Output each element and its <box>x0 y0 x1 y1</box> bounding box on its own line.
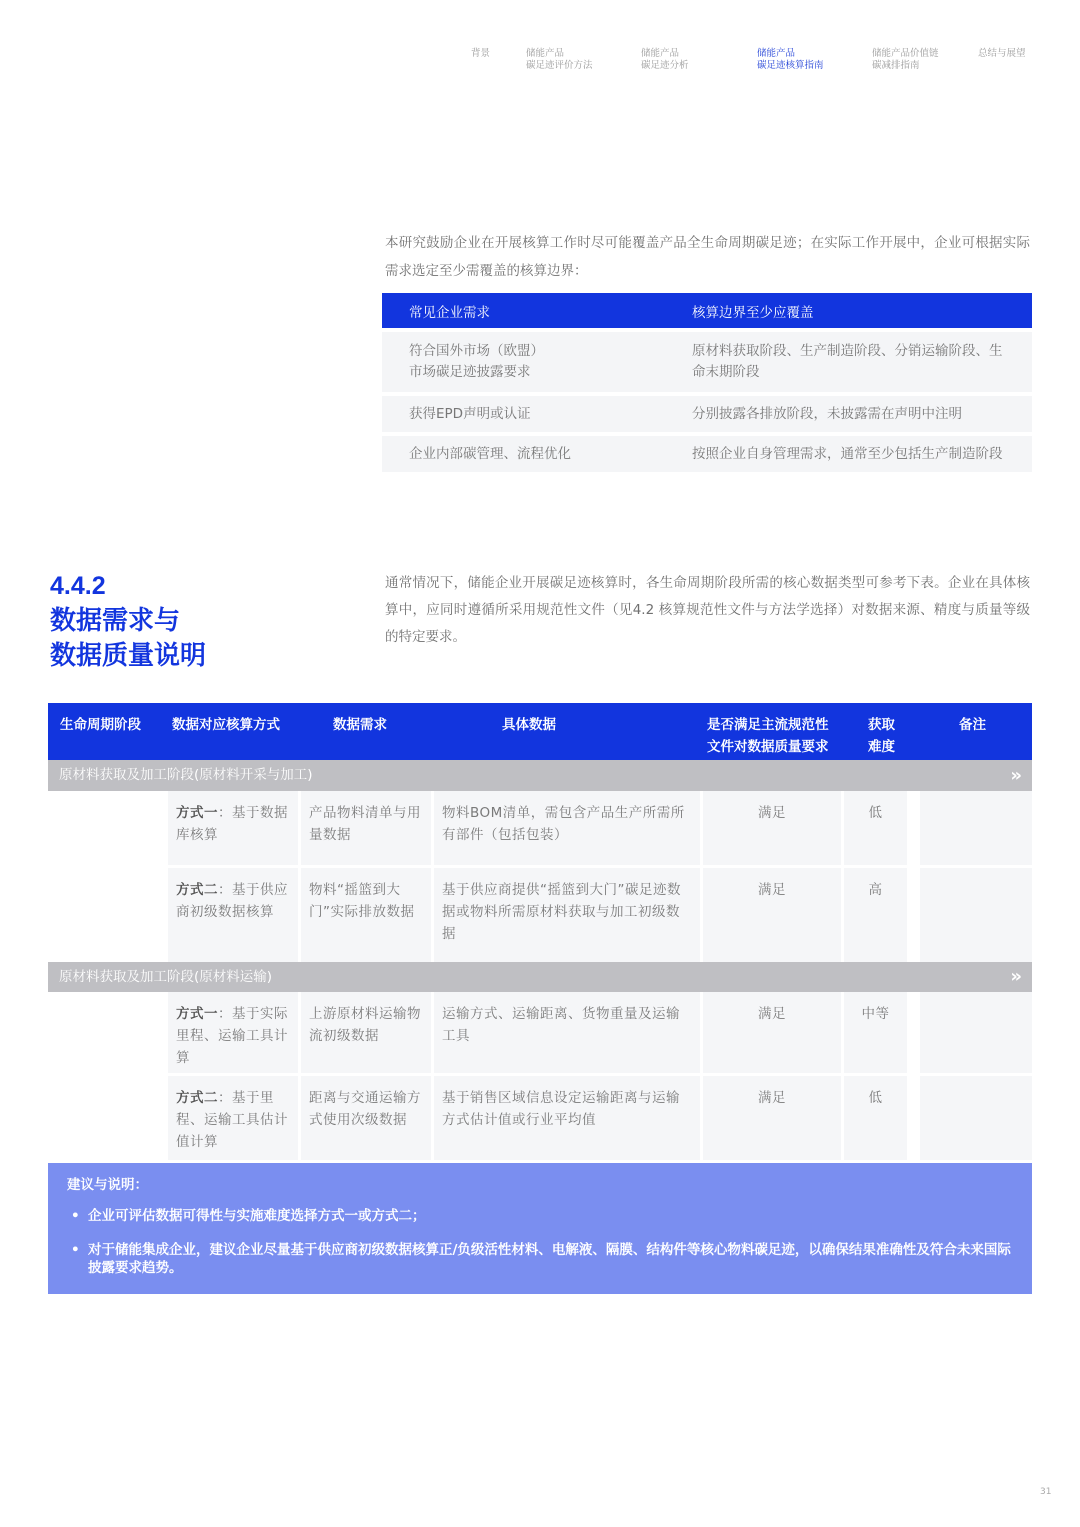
need-cell: 上游原材料运输物流初级数据 <box>301 992 431 1073</box>
column-header: 数据对应核算方式 <box>172 717 280 733</box>
nav-item-analysis[interactable]: 储能产品 碳足迹分析 <box>641 48 689 71</box>
need-cell: 物料“摇篮到大门”实际排放数据 <box>301 868 431 962</box>
detail-cell: 基于销售区域信息设定运输距离与运输方式估计值或行业平均值 <box>434 1076 700 1160</box>
method-cell <box>168 992 298 1073</box>
table-row <box>48 1076 1032 1160</box>
nav-item-summary[interactable]: 总结与展望 <box>978 48 1026 59</box>
list-item-text: 对于储能集成企业，建议企业尽量基于供应商初级数据核算正/负级活性材料、电解液、隔膜、结构件等核心物料碳足迹，以确保结果准确性及符合未来国际披露要求趋势。 <box>88 1242 1011 1276</box>
column-header: 获取 难度 <box>868 717 895 755</box>
meets-cell: 满足 <box>703 1076 841 1160</box>
stage-row <box>48 760 1032 791</box>
nav-item-accounting-guide[interactable]: 储能产品 碳足迹核算指南 <box>757 48 824 71</box>
section-number: 4.4.2 <box>50 572 106 600</box>
nav-item-value-chain[interactable]: 储能产品价值链 碳减排指南 <box>872 48 939 71</box>
meets-cell: 满足 <box>703 868 841 962</box>
note-cell <box>920 992 1032 1073</box>
list-item-text: 企业可评估数据可得性与实施难度选择方式一或方式二； <box>88 1208 426 1224</box>
table-row <box>382 330 1032 394</box>
meets-cell: 满足 <box>703 791 841 865</box>
column-header: 备注 <box>959 717 986 733</box>
double-chevron-right-icon[interactable]: » <box>1010 765 1022 786</box>
stage-row <box>48 962 1032 992</box>
table-row <box>48 791 1032 868</box>
nav-item-background[interactable]: 背景 <box>471 48 491 59</box>
method-cell <box>168 868 298 962</box>
column-header: 生命周期阶段 <box>60 717 141 733</box>
difficulty-cell: 低 <box>844 791 907 865</box>
table-row <box>48 868 1032 962</box>
list-item <box>71 1207 1011 1225</box>
section-title: 数据需求与 数据质量说明 <box>50 606 207 671</box>
method-label: 方式一 <box>176 1006 218 1022</box>
difficulty-cell: 低 <box>844 1076 907 1160</box>
column-header: 核算边界至少应覆盖 <box>665 293 1032 330</box>
boundary-table-header <box>382 293 1032 330</box>
boundary-table <box>382 293 1032 472</box>
need-cell: 产品物料清单与用量数据 <box>301 791 431 865</box>
difficulty-cell: 高 <box>844 868 907 962</box>
column-header: 常见企业需求 <box>382 293 665 330</box>
column-header: 是否满足主流规范性 文件对数据质量要求 <box>707 717 829 755</box>
method-text: ：基于供应商初级数据核算 <box>176 882 288 920</box>
table-cell: 原材料获取阶段、生产制造阶段、分销运输阶段、生命末期阶段 <box>665 330 1032 394</box>
detail-cell: 运输方式、运输距离、货物重量及运输工具 <box>434 992 700 1073</box>
method-text: ：基于里程、运输工具估计值计算 <box>176 1090 288 1150</box>
table-row <box>48 992 1032 1076</box>
top-navigation <box>0 48 1080 78</box>
note-cell <box>920 791 1032 865</box>
bullet-icon: • <box>71 1208 80 1224</box>
note-cell <box>920 868 1032 962</box>
double-chevron-right-icon[interactable]: » <box>1010 966 1022 987</box>
column-header: 具体数据 <box>502 717 556 733</box>
bullet-icon: • <box>71 1242 80 1258</box>
detail-cell: 基于供应商提供“摇篮到大门”碳足迹数据或物料所需原材料获取与加工初级数据 <box>434 868 700 962</box>
table-cell: 企业内部碳管理、流程优化 <box>382 434 665 472</box>
method-label: 方式一 <box>176 805 218 821</box>
meets-cell: 满足 <box>703 992 841 1073</box>
difficulty-cell: 中等 <box>844 992 907 1073</box>
detail-cell: 物料BOM清单，需包含产品生产所需所有部件（包括包装） <box>434 791 700 865</box>
list-item <box>71 1241 1011 1277</box>
need-cell: 距离与交通运输方式使用次级数据 <box>301 1076 431 1160</box>
table-row <box>382 394 1032 434</box>
table-cell: 按照企业自身管理需求，通常至少包括生产制造阶段 <box>665 434 1032 472</box>
intro-paragraph: 本研究鼓励企业在开展核算工作时尽可能覆盖产品全生命周期碳足迹；在实际工作开展中，企业可根据实际需求选定至少需覆盖的核算边界： <box>385 235 1030 279</box>
method-text: ：基于数据库核算 <box>176 805 288 843</box>
column-header: 数据需求 <box>333 717 387 733</box>
stage-label: 原材料获取及加工阶段(原材料运输) <box>59 969 273 985</box>
table-row <box>382 434 1032 472</box>
note-cell <box>920 1076 1032 1160</box>
method-label: 方式二 <box>176 1090 218 1106</box>
section-paragraph: 通常情况下，储能企业开展碳足迹核算时，各生命周期阶段所需的核心数据类型可参考下表。企业在具体核算中，应同时遵循所采用规范性文件（见4.2 核算规范性文件与方法学选择）对数据来源、精度与质量等级的特定要求。 <box>385 575 1030 645</box>
table-cell: 分别披露各排放阶段，未披露需在声明中注明 <box>665 394 1032 434</box>
recommendations-title: 建议与说明： <box>67 1177 148 1193</box>
recommendations-box <box>48 1163 1032 1294</box>
method-cell <box>168 1076 298 1160</box>
data-requirements-table <box>48 703 1032 1160</box>
page-number: 31 <box>1040 1487 1052 1497</box>
method-text: ：基于实际里程、运输工具计算 <box>176 1006 288 1066</box>
table-cell: 符合国外市场（欧盟） 市场碳足迹披露要求 <box>382 330 665 394</box>
stage-label: 原材料获取及加工阶段(原材料开采与加工) <box>59 767 313 783</box>
data-table-header <box>48 703 1032 760</box>
nav-item-evaluation-method[interactable]: 储能产品 碳足迹评价方法 <box>526 48 593 71</box>
table-cell: 获得EPD声明或认证 <box>382 394 665 434</box>
method-cell <box>168 791 298 865</box>
method-label: 方式二 <box>176 882 218 898</box>
